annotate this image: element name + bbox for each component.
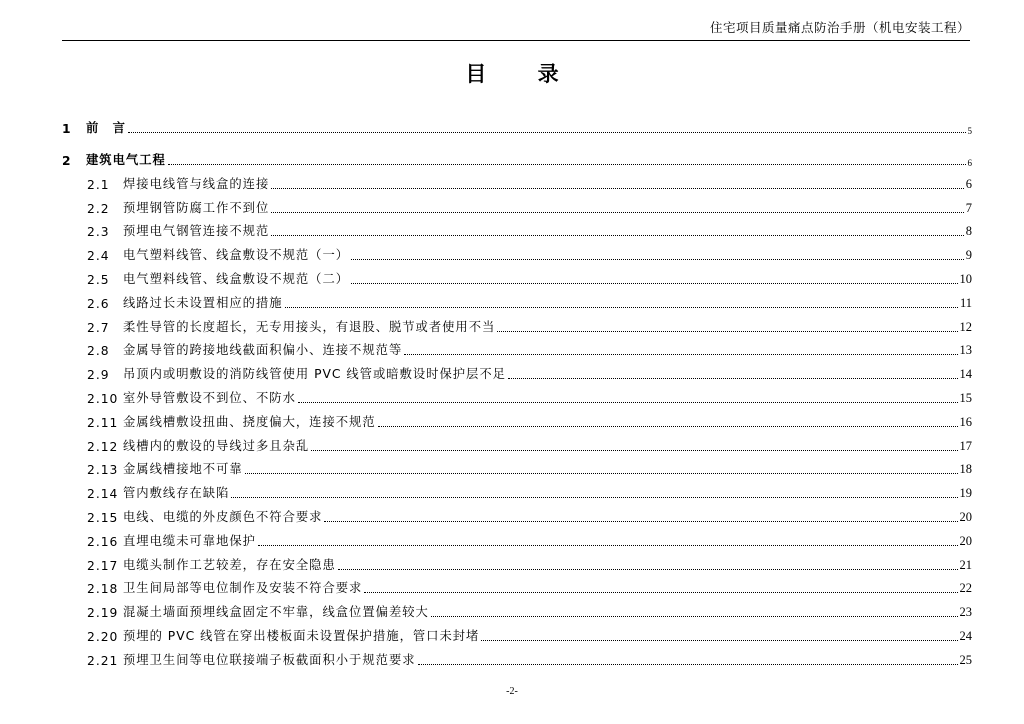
toc-entry-number: 1: [62, 122, 71, 136]
toc-entry-number: 2.1: [87, 177, 110, 192]
toc-entry-number: 2.18: [87, 582, 119, 597]
toc-entry-title: 管内敷线存在缺陷: [123, 486, 230, 501]
dot-leader: [128, 131, 966, 133]
toc-entry-page: 7: [965, 200, 972, 215]
toc-entry-page: 11: [959, 295, 972, 310]
toc-entry-number: 2.3: [87, 225, 110, 240]
dot-leader: [231, 496, 957, 498]
dot-leader: [404, 353, 957, 355]
dot-leader: [271, 187, 963, 189]
toc-entry[interactable]: [62, 216, 972, 240]
toc-entry-page: 19: [959, 486, 972, 501]
toc-entry-number: 2: [62, 154, 71, 168]
toc-entry[interactable]: [62, 239, 972, 263]
toc-entry-number: 2.15: [87, 510, 119, 525]
toc-entry-number: 2.5: [87, 272, 110, 287]
toc-entry[interactable]: [62, 287, 972, 311]
dot-leader: [285, 306, 958, 308]
toc-entry-title: 金属线槽敷设扭曲、挠度偏大，连接不规范: [123, 414, 376, 429]
toc-entry-number: 2.10: [87, 391, 119, 406]
toc-entry-page: 15: [959, 390, 972, 405]
toc-entry-page: 6: [965, 176, 972, 191]
toc-entry[interactable]: [62, 430, 972, 454]
toc-entry[interactable]: [62, 358, 972, 382]
toc-entry-title: 前 言: [86, 121, 126, 135]
toc-entry-title: 预埋钢管防腐工作不到位: [123, 200, 270, 215]
dot-leader: [298, 401, 958, 403]
toc-entry-title: 电缆头制作工艺较差，存在安全隐患: [123, 557, 336, 572]
toc-entry[interactable]: [62, 620, 972, 644]
toc-entry-title: 金属导管的跨接地线截面积偏小、连接不规范等: [123, 343, 403, 358]
dot-leader: [338, 568, 958, 570]
toc-entry[interactable]: [62, 454, 972, 478]
dot-leader: [378, 425, 958, 427]
toc-entry-number: 2.17: [87, 558, 119, 573]
dot-leader: [497, 330, 957, 332]
toc-entry-title: 预埋的 PVC 线管在穿出楼板面未设置保护措施，管口未封堵: [123, 628, 480, 643]
toc-entry[interactable]: [62, 477, 972, 501]
toc-entry-page: 21: [959, 557, 972, 572]
toc-entry-title: 建筑电气工程: [86, 153, 166, 167]
toc-entry[interactable]: [62, 644, 972, 668]
dot-leader: [311, 449, 957, 451]
toc-entry-title: 电气塑料线管、线盒敷设不规范（一）: [123, 248, 350, 263]
toc-entry-page: 16: [959, 414, 972, 429]
toc-entry-number: 2.9: [87, 368, 110, 383]
toc-entry[interactable]: [62, 136, 972, 168]
toc-entry-title: 线路过长未设置相应的措施: [123, 295, 283, 310]
toc-entry-title: 电气塑料线管、线盒敷设不规范（二）: [123, 271, 350, 286]
toc-entry-title: 卫生间局部等电位制作及安装不符合要求: [123, 581, 363, 596]
dot-leader: [245, 472, 958, 474]
dot-leader: [351, 282, 957, 284]
toc-entry-title: 混凝土墙面预埋线盒固定不牢靠，线盒位置偏差较大: [123, 605, 429, 620]
running-header: 住宅项目质量痛点防治手册（机电安装工程）: [709, 20, 970, 35]
toc-entry-number: 2.19: [87, 606, 119, 621]
toc-entry-number: 2.6: [87, 296, 110, 311]
toc-entry-page: 17: [959, 438, 972, 453]
dot-leader: [481, 639, 957, 641]
toc-entry-number: 2.21: [87, 653, 119, 668]
toc-entry[interactable]: [62, 192, 972, 216]
toc-entry[interactable]: [62, 382, 972, 406]
page-number: -2-: [506, 686, 518, 697]
toc-entry-title: 电线、电缆的外皮颜色不符合要求: [123, 509, 323, 524]
dot-leader: [418, 663, 958, 665]
toc-entry-page: 22: [959, 581, 972, 596]
toc-entry-title: 柔性导管的长度超长，无专用接头，有退股、脱节或者使用不当: [123, 319, 496, 334]
toc-entry-title: 直埋电缆未可靠地保护: [123, 533, 256, 548]
toc-entry-number: 2.12: [87, 439, 119, 454]
toc-entry-number: 2.4: [87, 249, 110, 264]
toc-entry[interactable]: [62, 549, 972, 573]
toc-entry-page: 18: [959, 462, 972, 477]
toc-entry[interactable]: [62, 104, 972, 136]
toc-entry-page: 20: [959, 509, 972, 524]
toc-entry-page: 10: [959, 271, 972, 286]
toc-entry-page: 20: [959, 533, 972, 548]
header-rule: [62, 40, 970, 41]
toc-entry-page: 24: [959, 628, 972, 643]
toc-entry-page: 13: [959, 343, 972, 358]
toc-entry-number: 2.14: [87, 487, 119, 502]
dot-leader: [351, 258, 964, 260]
toc-entry[interactable]: [62, 596, 972, 620]
dot-leader: [271, 234, 963, 236]
toc-entry-number: 2.7: [87, 320, 110, 335]
toc-entry-page: 8: [965, 224, 972, 239]
toc-entry-title: 室外导管敷设不到位、不防水: [123, 390, 296, 405]
toc-entry-page: 5: [967, 126, 972, 136]
dot-leader: [271, 211, 963, 213]
toc-entry[interactable]: [62, 335, 972, 359]
dot-leader: [431, 615, 958, 617]
toc-entry-title: 吊顶内或明敷设的消防线管使用 PVC 线管或暗敷设时保护层不足: [123, 367, 506, 382]
toc-entry[interactable]: [62, 501, 972, 525]
toc-entry-title: 线槽内的敷设的导线过多且杂乱: [123, 438, 310, 453]
dot-leader: [258, 544, 958, 546]
toc-entry-title: 预埋卫生间等电位联接端子板截面积小于规范要求: [123, 652, 416, 667]
toc-entry-number: 2.11: [87, 415, 119, 430]
toc-title: 目 录: [465, 62, 581, 86]
toc-entry[interactable]: [62, 263, 972, 287]
toc-entry-number: 2.16: [87, 534, 119, 549]
dot-leader: [508, 377, 958, 379]
toc-entry-number: 2.20: [87, 629, 119, 644]
toc-entry[interactable]: [62, 406, 972, 430]
table-of-contents: [62, 104, 972, 668]
toc-entry-page: 14: [959, 367, 972, 382]
toc-entry-page: 25: [959, 652, 972, 667]
toc-entry[interactable]: [62, 168, 972, 192]
toc-entry-title: 金属线槽接地不可靠: [123, 462, 243, 477]
toc-entry[interactable]: [62, 311, 972, 335]
toc-entry[interactable]: [62, 525, 972, 549]
toc-entry-page: 9: [965, 248, 972, 263]
toc-entry-page: 6: [967, 158, 972, 168]
toc-entry-number: 2.13: [87, 463, 119, 478]
toc-entry-page: 23: [959, 605, 972, 620]
dot-leader: [324, 520, 957, 522]
toc-entry-number: 2.2: [87, 201, 110, 216]
toc-entry-number: 2.8: [87, 344, 110, 359]
toc-entry-page: 12: [959, 319, 972, 334]
dot-leader: [168, 163, 966, 165]
dot-leader: [364, 591, 957, 593]
toc-entry-title: 焊接电线管与线盒的连接: [123, 176, 270, 191]
toc-entry[interactable]: [62, 573, 972, 597]
toc-entry-title: 预埋电气钢管连接不规范: [123, 224, 270, 239]
